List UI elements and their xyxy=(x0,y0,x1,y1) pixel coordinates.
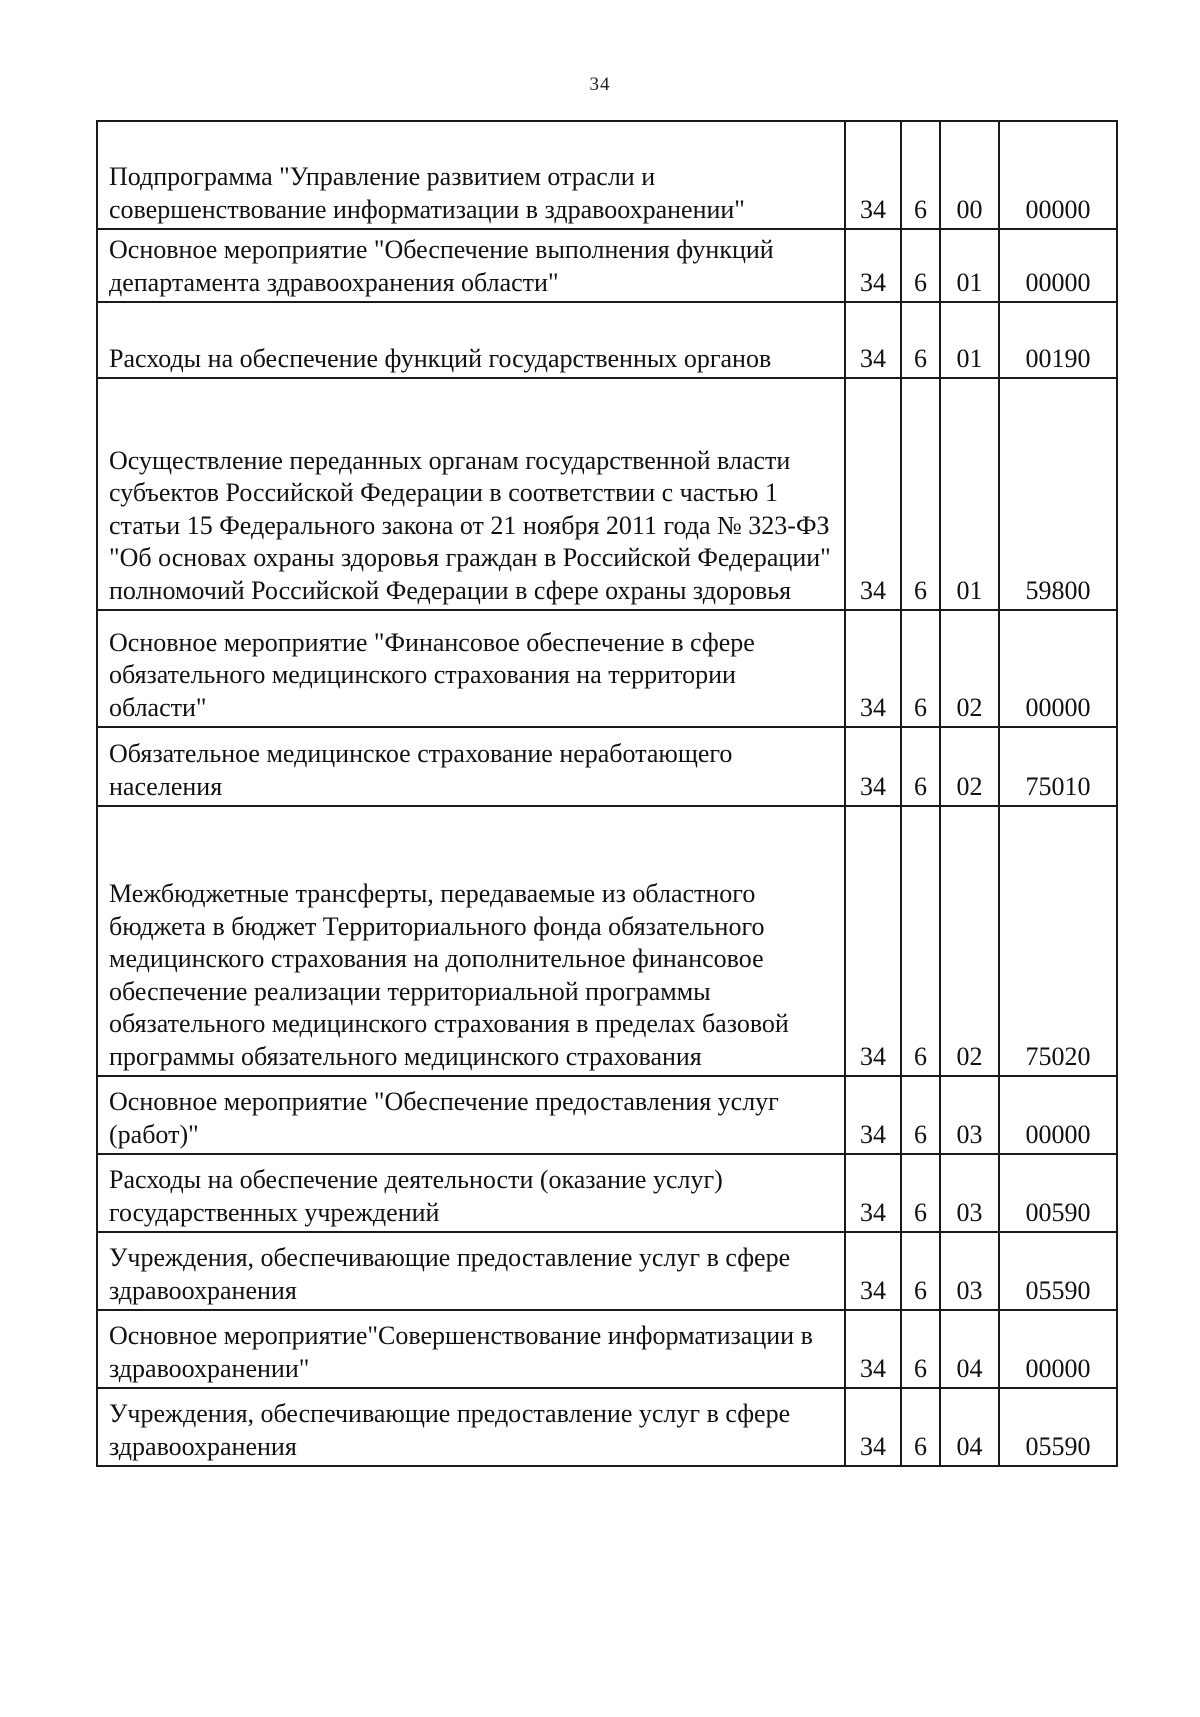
row-description: Основное мероприятие "Обеспечение предоставления услуг (работ)" xyxy=(109,1087,779,1149)
code-cell-2: 6 xyxy=(901,1076,940,1154)
code-cell-2: 6 xyxy=(901,378,940,610)
code-cell-4: 75010 xyxy=(999,727,1117,806)
code-cell-1: 34 xyxy=(845,121,901,229)
code-cell-1: 34 xyxy=(845,727,901,806)
code-cell-2: 6 xyxy=(901,302,940,378)
table-row xyxy=(97,1388,1117,1466)
table-row xyxy=(97,1076,1117,1154)
code-cell-4: 75020 xyxy=(999,806,1117,1076)
code-cell-2: 6 xyxy=(901,229,940,302)
code-cell-3: 04 xyxy=(940,1310,999,1388)
code-cell-1: 34 xyxy=(845,302,901,378)
row-description-cell xyxy=(97,806,845,1076)
row-description-cell xyxy=(97,121,845,229)
code-cell-2: 6 xyxy=(901,121,940,229)
row-description-cell xyxy=(97,229,845,302)
code-cell-1: 34 xyxy=(845,806,901,1076)
code-cell-1: 34 xyxy=(845,1310,901,1388)
code-cell-2: 6 xyxy=(901,1232,940,1310)
row-description: Основное мероприятие "Финансовое обеспечение в сфере обязательного медицинского страхования на территории области" xyxy=(109,627,755,722)
row-description: Осуществление переданных органам государственной власти субъектов Российской Федерации в соответствии с частью 1 статьи 15 Федерального закона от 21 ноября 2011 года № 323-ФЗ "Об основах охраны здоровья граждан в Российской Федерации" полномочий Российской Федерации в сфере охраны здоровья xyxy=(109,445,831,605)
table-row xyxy=(97,302,1117,378)
row-description: Основное мероприятие "Обеспечение выполнения функций департамента здравоохранения области" xyxy=(109,235,774,297)
table-row xyxy=(97,121,1117,229)
row-description: Межбюджетные трансферты, передаваемые из областного бюджета в бюджет Территориального фонда обязательного медицинского страхования на дополнительное финансовое обеспечение реализации территориальной программы обязательного медицинского страхования в пределах базовой программы обязательного медицинского страхования xyxy=(109,879,789,1071)
code-cell-3: 01 xyxy=(940,229,999,302)
code-cell-1: 34 xyxy=(845,1076,901,1154)
code-cell-3: 02 xyxy=(940,610,999,727)
code-cell-3: 03 xyxy=(940,1154,999,1232)
table-row xyxy=(97,1232,1117,1310)
code-cell-4: 00190 xyxy=(999,302,1117,378)
code-cell-4: 59800 xyxy=(999,378,1117,610)
row-description-cell xyxy=(97,1232,845,1310)
row-description: Расходы на обеспечение функций государственных органов xyxy=(109,343,772,373)
row-description-cell xyxy=(97,1076,845,1154)
table-row xyxy=(97,1310,1117,1388)
row-description: Учреждения, обеспечивающие предоставление услуг в сфере здравоохранения xyxy=(109,1243,791,1305)
table-row xyxy=(97,806,1117,1076)
row-description: Подпрограмма "Управление развитием отрасли и совершенствование информатизации в здравоохранении" xyxy=(109,162,745,224)
code-cell-1: 34 xyxy=(845,1154,901,1232)
row-description-cell xyxy=(97,1154,845,1232)
row-description-cell xyxy=(97,1388,845,1466)
code-cell-1: 34 xyxy=(845,1388,901,1466)
code-cell-3: 03 xyxy=(940,1232,999,1310)
row-description: Основное мероприятие"Совершенствование информатизации в здравоохранении" xyxy=(109,1321,813,1383)
table-row xyxy=(97,378,1117,610)
code-cell-2: 6 xyxy=(901,610,940,727)
table-row xyxy=(97,727,1117,806)
code-cell-4: 00000 xyxy=(999,610,1117,727)
code-cell-4: 00590 xyxy=(999,1154,1117,1232)
code-cell-2: 6 xyxy=(901,806,940,1076)
table-row xyxy=(97,1154,1117,1232)
code-cell-3: 02 xyxy=(940,806,999,1076)
row-description-cell xyxy=(97,302,845,378)
code-cell-1: 34 xyxy=(845,1232,901,1310)
row-description: Обязательное медицинское страхование неработающего населения xyxy=(109,739,733,801)
table-row xyxy=(97,610,1117,727)
code-cell-4: 00000 xyxy=(999,1076,1117,1154)
code-cell-2: 6 xyxy=(901,1388,940,1466)
row-description: Учреждения, обеспечивающие предоставление услуг в сфере здравоохранения xyxy=(109,1399,791,1461)
code-cell-3: 01 xyxy=(940,302,999,378)
code-cell-2: 6 xyxy=(901,1154,940,1232)
code-cell-1: 34 xyxy=(845,610,901,727)
code-cell-2: 6 xyxy=(901,727,940,806)
row-description-cell xyxy=(97,727,845,806)
code-cell-4: 00000 xyxy=(999,1310,1117,1388)
code-cell-3: 01 xyxy=(940,378,999,610)
code-cell-3: 02 xyxy=(940,727,999,806)
row-description-cell xyxy=(97,1310,845,1388)
code-cell-2: 6 xyxy=(901,1310,940,1388)
row-description: Расходы на обеспечение деятельности (оказание услуг) государственных учреждений xyxy=(109,1165,723,1227)
code-cell-4: 05590 xyxy=(999,1232,1117,1310)
code-cell-4: 05590 xyxy=(999,1388,1117,1466)
code-cell-4: 00000 xyxy=(999,229,1117,302)
row-description-cell xyxy=(97,610,845,727)
row-description-cell xyxy=(97,378,845,610)
code-cell-4: 00000 xyxy=(999,121,1117,229)
page-number: 34 xyxy=(589,74,611,95)
code-cell-3: 04 xyxy=(940,1388,999,1466)
code-cell-1: 34 xyxy=(845,378,901,610)
code-cell-3: 00 xyxy=(940,121,999,229)
budget-classification-table xyxy=(96,120,1118,1467)
code-cell-3: 03 xyxy=(940,1076,999,1154)
code-cell-1: 34 xyxy=(845,229,901,302)
table-row xyxy=(97,229,1117,302)
